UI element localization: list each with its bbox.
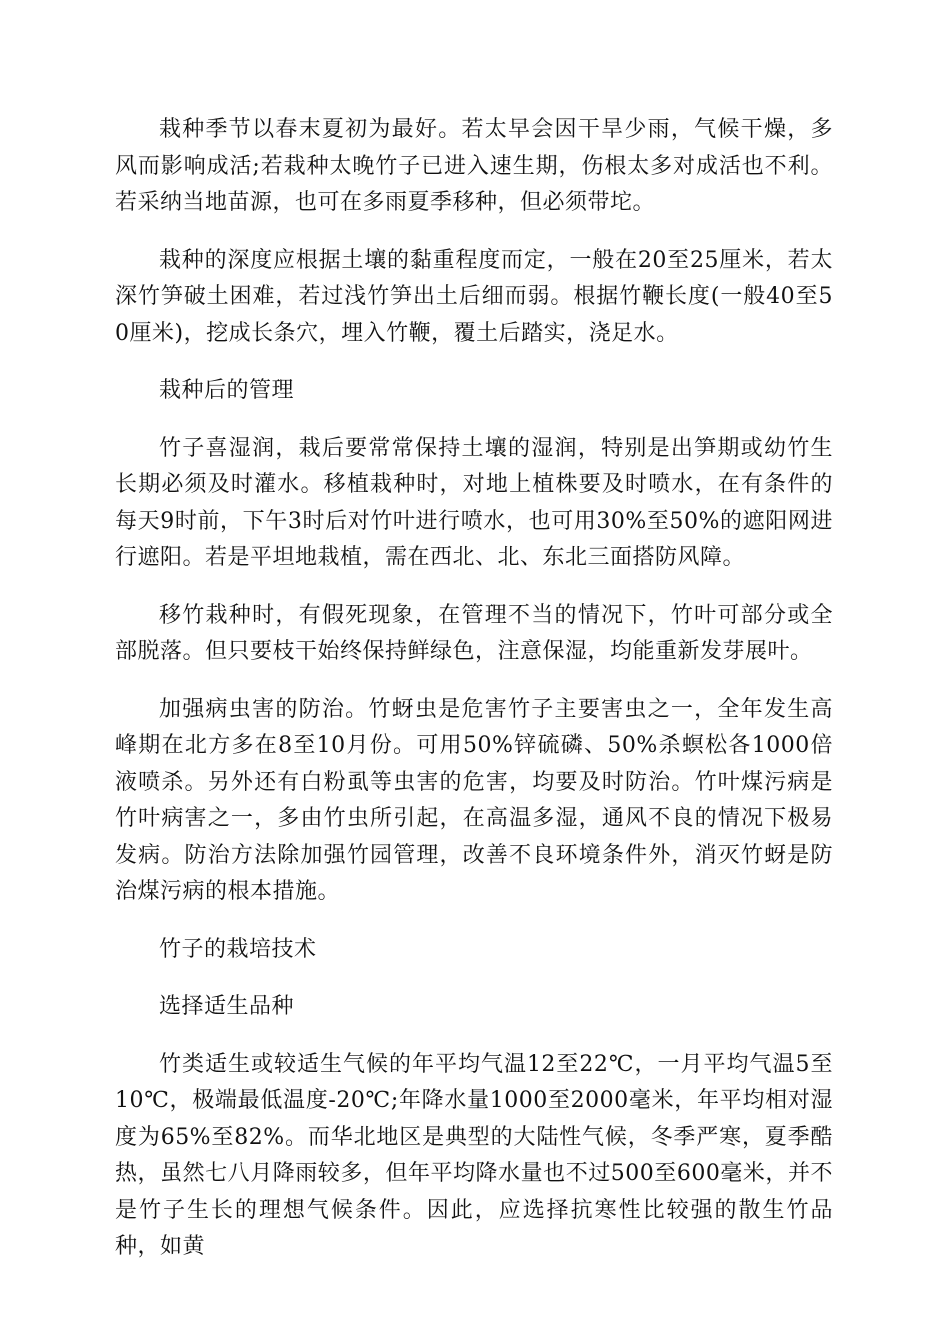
heading-cultivation-techniques: 竹子的栽培技术 bbox=[159, 936, 317, 962]
document-body bbox=[115, 112, 833, 1287]
paragraph-climate: 竹类适生或较适生气候的年平均气温12至22℃，一月平均气温5至10℃，极端最低温度-20℃;年降水量1000至2000毫米，年平均相对湿度为65%至82%。而华北地区是典型的大陆性气候，冬季严寒，夏季酷热，虽然七八月降雨较多，但年平均降水量也不过500至600毫米，并不是竹子生长的理想气候条件。因此，应选择抗寒性比较强的散生竹品种，如黄 bbox=[115, 1051, 833, 1259]
heading-post-planting-care: 栽种后的管理 bbox=[159, 378, 295, 403]
paragraph-false-death: 移竹栽种时，有假死现象，在管理不当的情况下，竹叶可部分或全部脱落。但只要枝干始终保持鲜绿色，注意保湿，均能重新发芽展叶。 bbox=[115, 602, 833, 664]
paragraph-pest-control: 加强病虫害的防治。竹蚜虫是危害竹子主要害虫之一，全年发生高峰期在北方多在8至10月份。可用50%锌硫磷、50%杀螟松各1000倍液喷杀。另外还有白粉虱等虫害的危害，均要及时防治。竹叶煤污病是竹叶病害之一，多由竹虫所引起，在高温多湿，通风不良的情况下极易发病。防治方法除加强竹园管理，改善不良环境条件外，消灭竹蚜是防治煤污病的根本措施。 bbox=[115, 696, 833, 904]
heading-choose-varieties: 选择适生品种 bbox=[159, 994, 295, 1019]
paragraph-planting-depth: 栽种的深度应根据土壤的黏重程度而定，一般在20至25厘米，若太深竹笋破土困难，若过浅竹笋出土后细而弱。根据竹鞭长度(一般40至50厘米)，挖成长条穴，埋入竹鞭，覆土后踏实，浇足水。 bbox=[115, 247, 833, 346]
paragraph-watering: 竹子喜湿润，栽后要常常保持土壤的湿润，特别是出笋期或幼竹生长期必须及时灌水。移植栽种时，对地上植株要及时喷水，在有条件的每天9时前，下午3时后对竹叶进行喷水，也可用30%至50%的遮阳网进行遮阳。若是平坦地栽植，需在西北、北、东北三面搭防风障。 bbox=[115, 435, 833, 570]
paragraph-planting-season: 栽种季节以春末夏初为最好。若太早会因干旱少雨，气候干燥，多风而影响成活;若栽种太晚竹子已进入速生期，伤根太多对成活也不利。若采纳当地苗源，也可在多雨夏季移种，但必须带坨。 bbox=[115, 117, 833, 215]
